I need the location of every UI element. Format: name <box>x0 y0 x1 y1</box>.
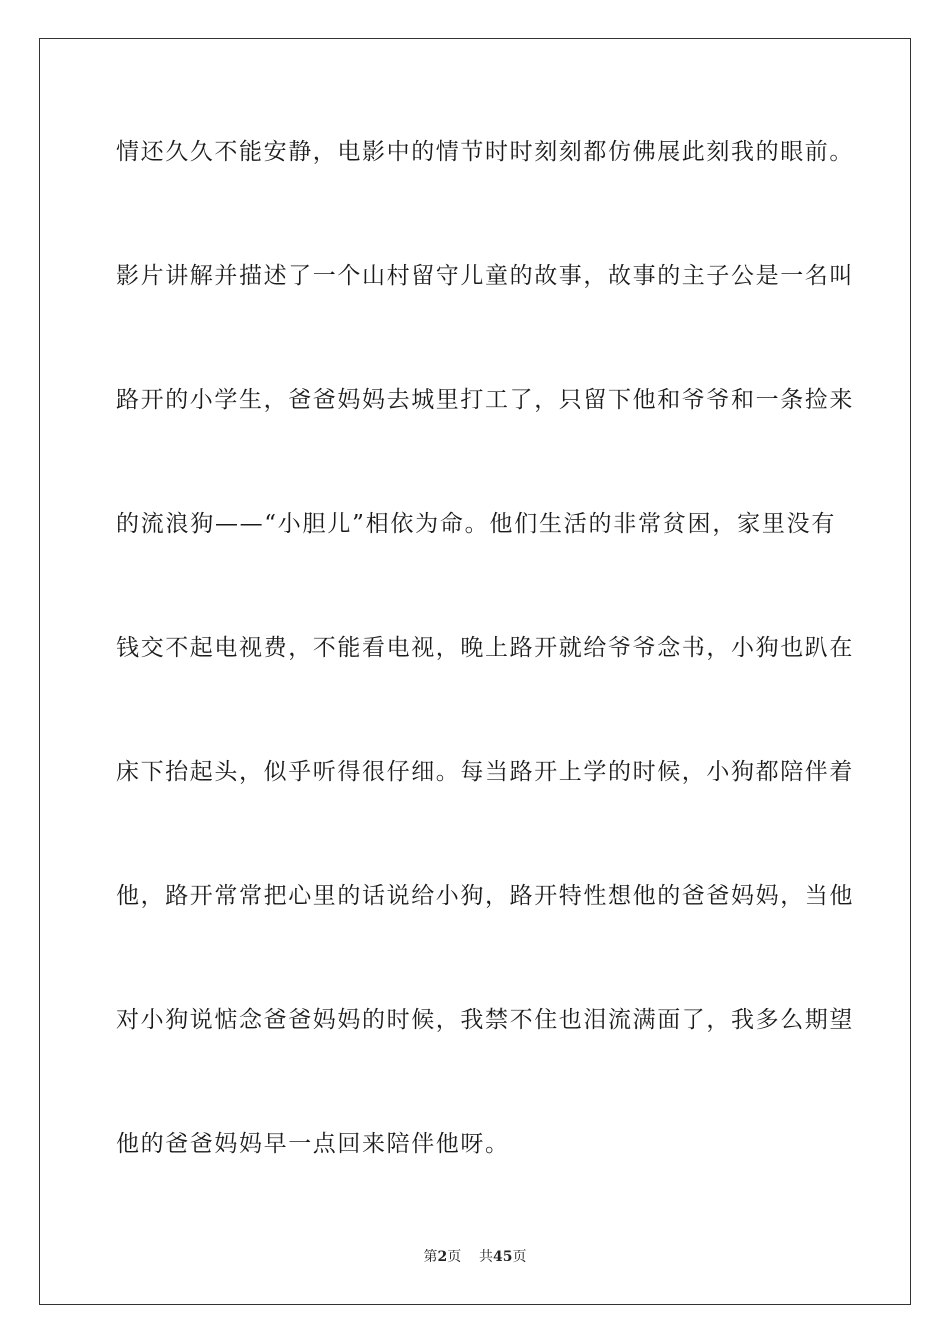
total-prefix: 共 <box>479 1249 494 1265</box>
page-border <box>39 38 911 1305</box>
paragraph-line: 影片讲解并描述了一个山村留守儿童的故事，故事的主子公是一名叫 <box>116 263 854 289</box>
paragraph-line: 他，路开常常把心里的话说给小狗，路开特性想他的爸爸妈妈，当他 <box>116 883 854 909</box>
paragraph-line: 床下抬起头，似乎听得很仔细。每当路开上学的时候，小狗都陪伴着 <box>116 759 854 785</box>
paragraph-line: 对小狗说惦念爸爸妈妈的时候，我禁不住也泪流满面了，我多么期望 <box>116 1007 854 1033</box>
page-footer <box>0 1245 950 1269</box>
page-number: 2 <box>437 1249 448 1265</box>
page-prefix: 第 <box>423 1249 438 1265</box>
total-pages: 45 <box>493 1249 513 1265</box>
paragraph-line: 他的爸爸妈妈早一点回来陪伴他呀。 <box>116 1131 510 1157</box>
page-suffix: 页 <box>447 1249 462 1265</box>
paragraph-line: 路开的小学生，爸爸妈妈去城里打工了，只留下他和爷爷和一条捡来 <box>116 387 854 413</box>
paragraph-line: 情还久久不能安静，电影中的情节时时刻刻都仿佛展此刻我的眼前。 <box>116 139 854 165</box>
paragraph-line: 钱交不起电视费，不能看电视，晚上路开就给爷爷念书，小狗也趴在 <box>116 635 854 661</box>
total-suffix: 页 <box>512 1249 527 1265</box>
paragraph-line: 的流浪狗——“小胆儿”相依为命。他们生活的非常贫困，家里没有 <box>116 511 836 537</box>
